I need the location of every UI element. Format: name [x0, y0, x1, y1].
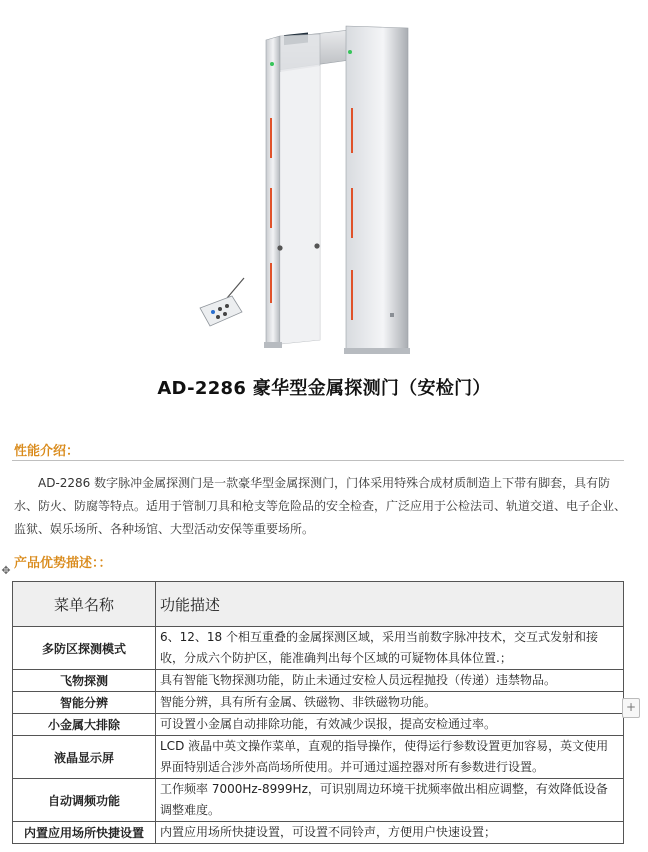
table-row — [13, 670, 624, 692]
function-desc-cell: LCD 液晶中英文操作菜单，直观的指导操作，使得运行参数设置更加容易，英文使用界面特别适合涉外高尚场所使用。并可通过遥控器对所有参数进行设置。 — [156, 736, 624, 779]
function-desc-header: 功能描述 — [156, 582, 624, 627]
menu-name-cell: 小金属大排除 — [13, 714, 156, 736]
remote-control-icon — [200, 278, 244, 326]
table-row — [13, 822, 624, 844]
function-desc-cell: 工作频率 7000Hz-8999Hz，可识别周边环境干扰频率做出相应调整，有效降低设备调整难度。 — [156, 779, 624, 822]
menu-name-header: 菜单名称 — [13, 582, 156, 627]
table-row — [13, 714, 624, 736]
function-desc-cell: 6、12、18 个相互重叠的金属探测区域，采用当前数字脉冲技术，交互式发射和接收，分成六个防护区，能准确判出每个区域的可疑物体具体位置.； — [156, 627, 624, 670]
feature-table — [12, 581, 624, 844]
table-move-handle-icon[interactable]: ✥ — [1, 564, 11, 577]
table-header-row — [13, 582, 624, 627]
add-row-button[interactable]: + — [622, 698, 640, 718]
menu-name-cell: 液晶显示屏 — [13, 736, 156, 779]
table-row — [13, 736, 624, 779]
table-row — [13, 692, 624, 714]
menu-name-cell: 内置应用场所快捷设置 — [13, 822, 156, 844]
advantages-heading: 产品优势描述：： — [14, 556, 112, 571]
menu-name-cell: 飞物探测 — [13, 670, 156, 692]
menu-name-cell: 自动调频功能 — [13, 779, 156, 822]
product-title: AD-2286 豪华型金属探测门（安检门） — [157, 378, 491, 399]
table-row — [13, 779, 624, 822]
function-desc-cell: 具有智能飞物探测功能，防止未通过安检人员远程抛投（传递）违禁物品。 — [156, 670, 624, 692]
intro-heading: 性能介绍： — [14, 444, 80, 459]
menu-name-cell: 多防区探测模式 — [13, 627, 156, 670]
function-desc-cell: 可设置小金属自动排除功能，有效减少误报，提高安检通过率。 — [156, 714, 624, 736]
walkthrough-metal-detector-image — [180, 8, 440, 363]
function-desc-cell: 智能分辨，具有所有金属、铁磁物、非铁磁物功能。 — [156, 692, 624, 714]
table-row — [13, 627, 624, 670]
intro-divider — [12, 460, 624, 461]
menu-name-cell: 智能分辨 — [13, 692, 156, 714]
intro-paragraph: AD-2286 数字脉冲金属探测门是一款豪华型金属探测门，门体采用特殊合成材质制造上下带有脚套，具有防水、防火、防腐等特点。适用于管制刀具和枪支等危险品的安全检查，广泛应用于公检法司、轨道交道、电子企业、监狱、娱乐场所、各种场馆、大型活动安保等重要场所。 — [14, 476, 627, 536]
function-desc-cell: 内置应用场所快捷设置，可设置不同铃声，方便用户快速设置； — [156, 822, 624, 844]
